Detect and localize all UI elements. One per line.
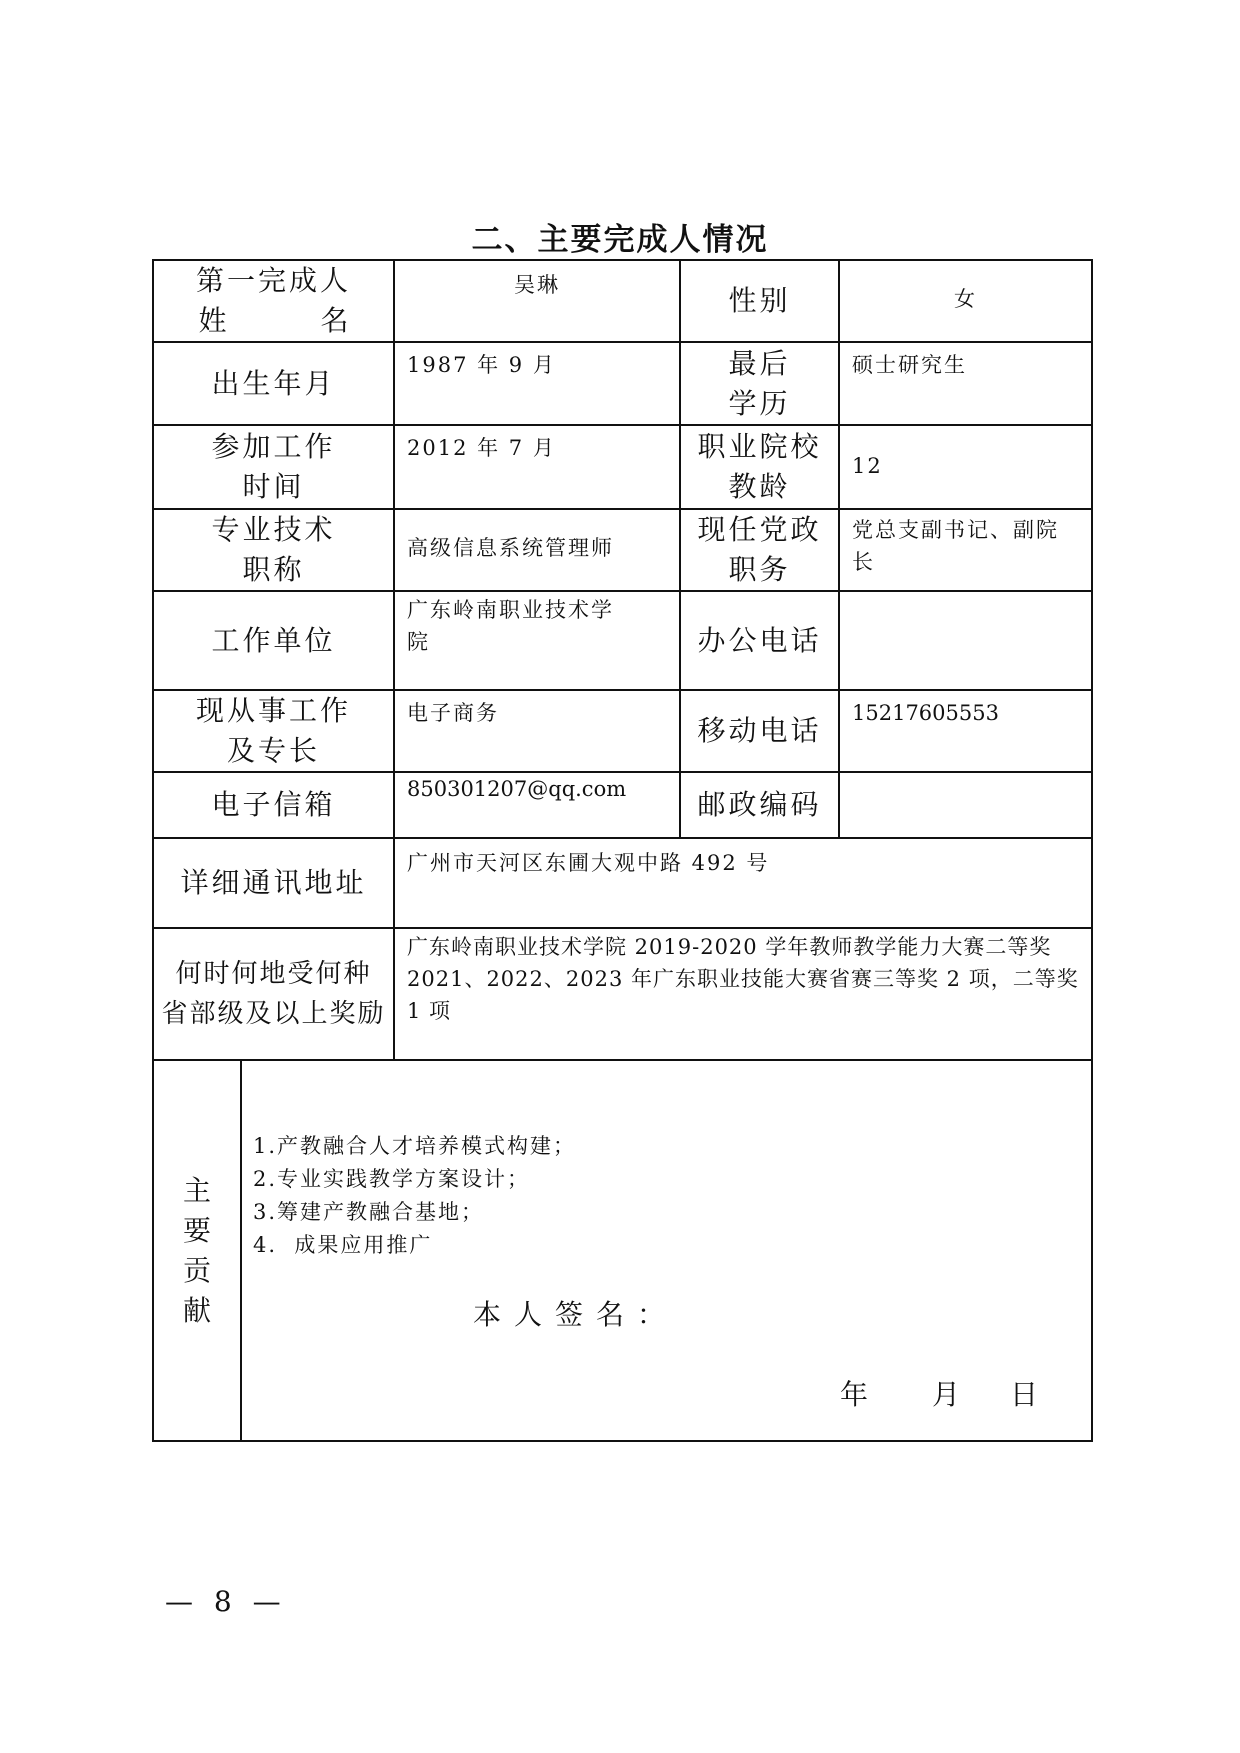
teaching-years-value: 12 xyxy=(852,454,883,478)
mobile-value: 15217605553 xyxy=(852,701,999,725)
email-label: 电子信箱 xyxy=(211,788,336,821)
education-label: 最后 学历 xyxy=(728,346,791,420)
office-phone-label: 办公电话 xyxy=(697,623,822,657)
mobile-label: 移动电话 xyxy=(697,714,822,747)
employer-label: 工作单位 xyxy=(211,623,336,657)
birth-value: 1987 年 9 月 xyxy=(407,353,556,377)
gender-label: 性别 xyxy=(728,284,791,317)
date-day: 日 xyxy=(1010,1378,1039,1411)
address-value: 广州市天河区东圃大观中路 492 号 xyxy=(407,851,770,875)
postcode-label: 邮政编码 xyxy=(697,788,822,821)
signature-label: 本人签名： xyxy=(473,1298,679,1331)
contributions-label: 主要贡献 xyxy=(182,1173,211,1327)
education-value: 硕士研究生 xyxy=(852,353,967,377)
contribution-item: 3.筹建产教融合基地； xyxy=(253,1200,485,1224)
column-divider xyxy=(240,1059,242,1442)
table-border-bottom xyxy=(152,1440,1093,1442)
contribution-item: 1.产教融合人才培养模式构建； xyxy=(253,1134,577,1158)
specialty-value: 电子商务 xyxy=(407,701,499,725)
name-label: 第一完成人 姓 名 xyxy=(154,261,393,341)
title-rank-value: 高级信息系统管理师 xyxy=(407,536,614,560)
postcode-value xyxy=(840,773,1091,837)
address-label: 详细通讯地址 xyxy=(180,866,367,899)
date-month: 月 xyxy=(932,1378,961,1411)
position-value: 党总支副书记、副院长 xyxy=(852,518,1059,574)
gender-value: 女 xyxy=(954,287,977,311)
contributions-label-cell xyxy=(154,1061,240,1440)
contributions-list xyxy=(253,1130,1073,1262)
email-value: 850301207@qq.com xyxy=(407,777,627,801)
title-rank-label: 专业技术 职称 xyxy=(211,513,336,586)
birth-label: 出生年月 xyxy=(211,366,336,400)
awards-value: 广东岭南职业技术学院 2019-2020 学年教师教学能力大赛二等奖 2021、2022、2023 年广东职业技能大赛省赛三等奖 2 项，二等奖 1 项 xyxy=(407,935,1079,1023)
table-border-right xyxy=(1091,259,1093,1442)
employer-value: 广东岭南职业技术学院 xyxy=(407,598,614,654)
office-phone-value xyxy=(840,592,1091,689)
specialty-label: 现从事工作 及专长 xyxy=(195,694,351,767)
position-label: 现任党政 职务 xyxy=(697,513,822,586)
work-start-value: 2012 年 7 月 xyxy=(407,436,556,460)
awards-label: 何时何地受何种 省部级及以上奖励 xyxy=(161,959,386,1029)
date-year: 年 xyxy=(840,1378,869,1411)
contribution-item: 2.专业实践教学方案设计； xyxy=(253,1167,531,1191)
name-value: 吴琳 xyxy=(514,273,560,297)
page-title: 二、主要完成人情况 xyxy=(471,222,769,258)
work-start-label: 参加工作 时间 xyxy=(211,430,336,503)
row-divider xyxy=(152,1059,1093,1061)
name-label-spread: 姓 名 xyxy=(198,304,349,337)
page-number: — 8 — xyxy=(165,1585,287,1618)
contribution-item: 4. 成果应用推广 xyxy=(253,1233,433,1257)
teaching-years-label: 职业院校 教龄 xyxy=(697,430,822,503)
